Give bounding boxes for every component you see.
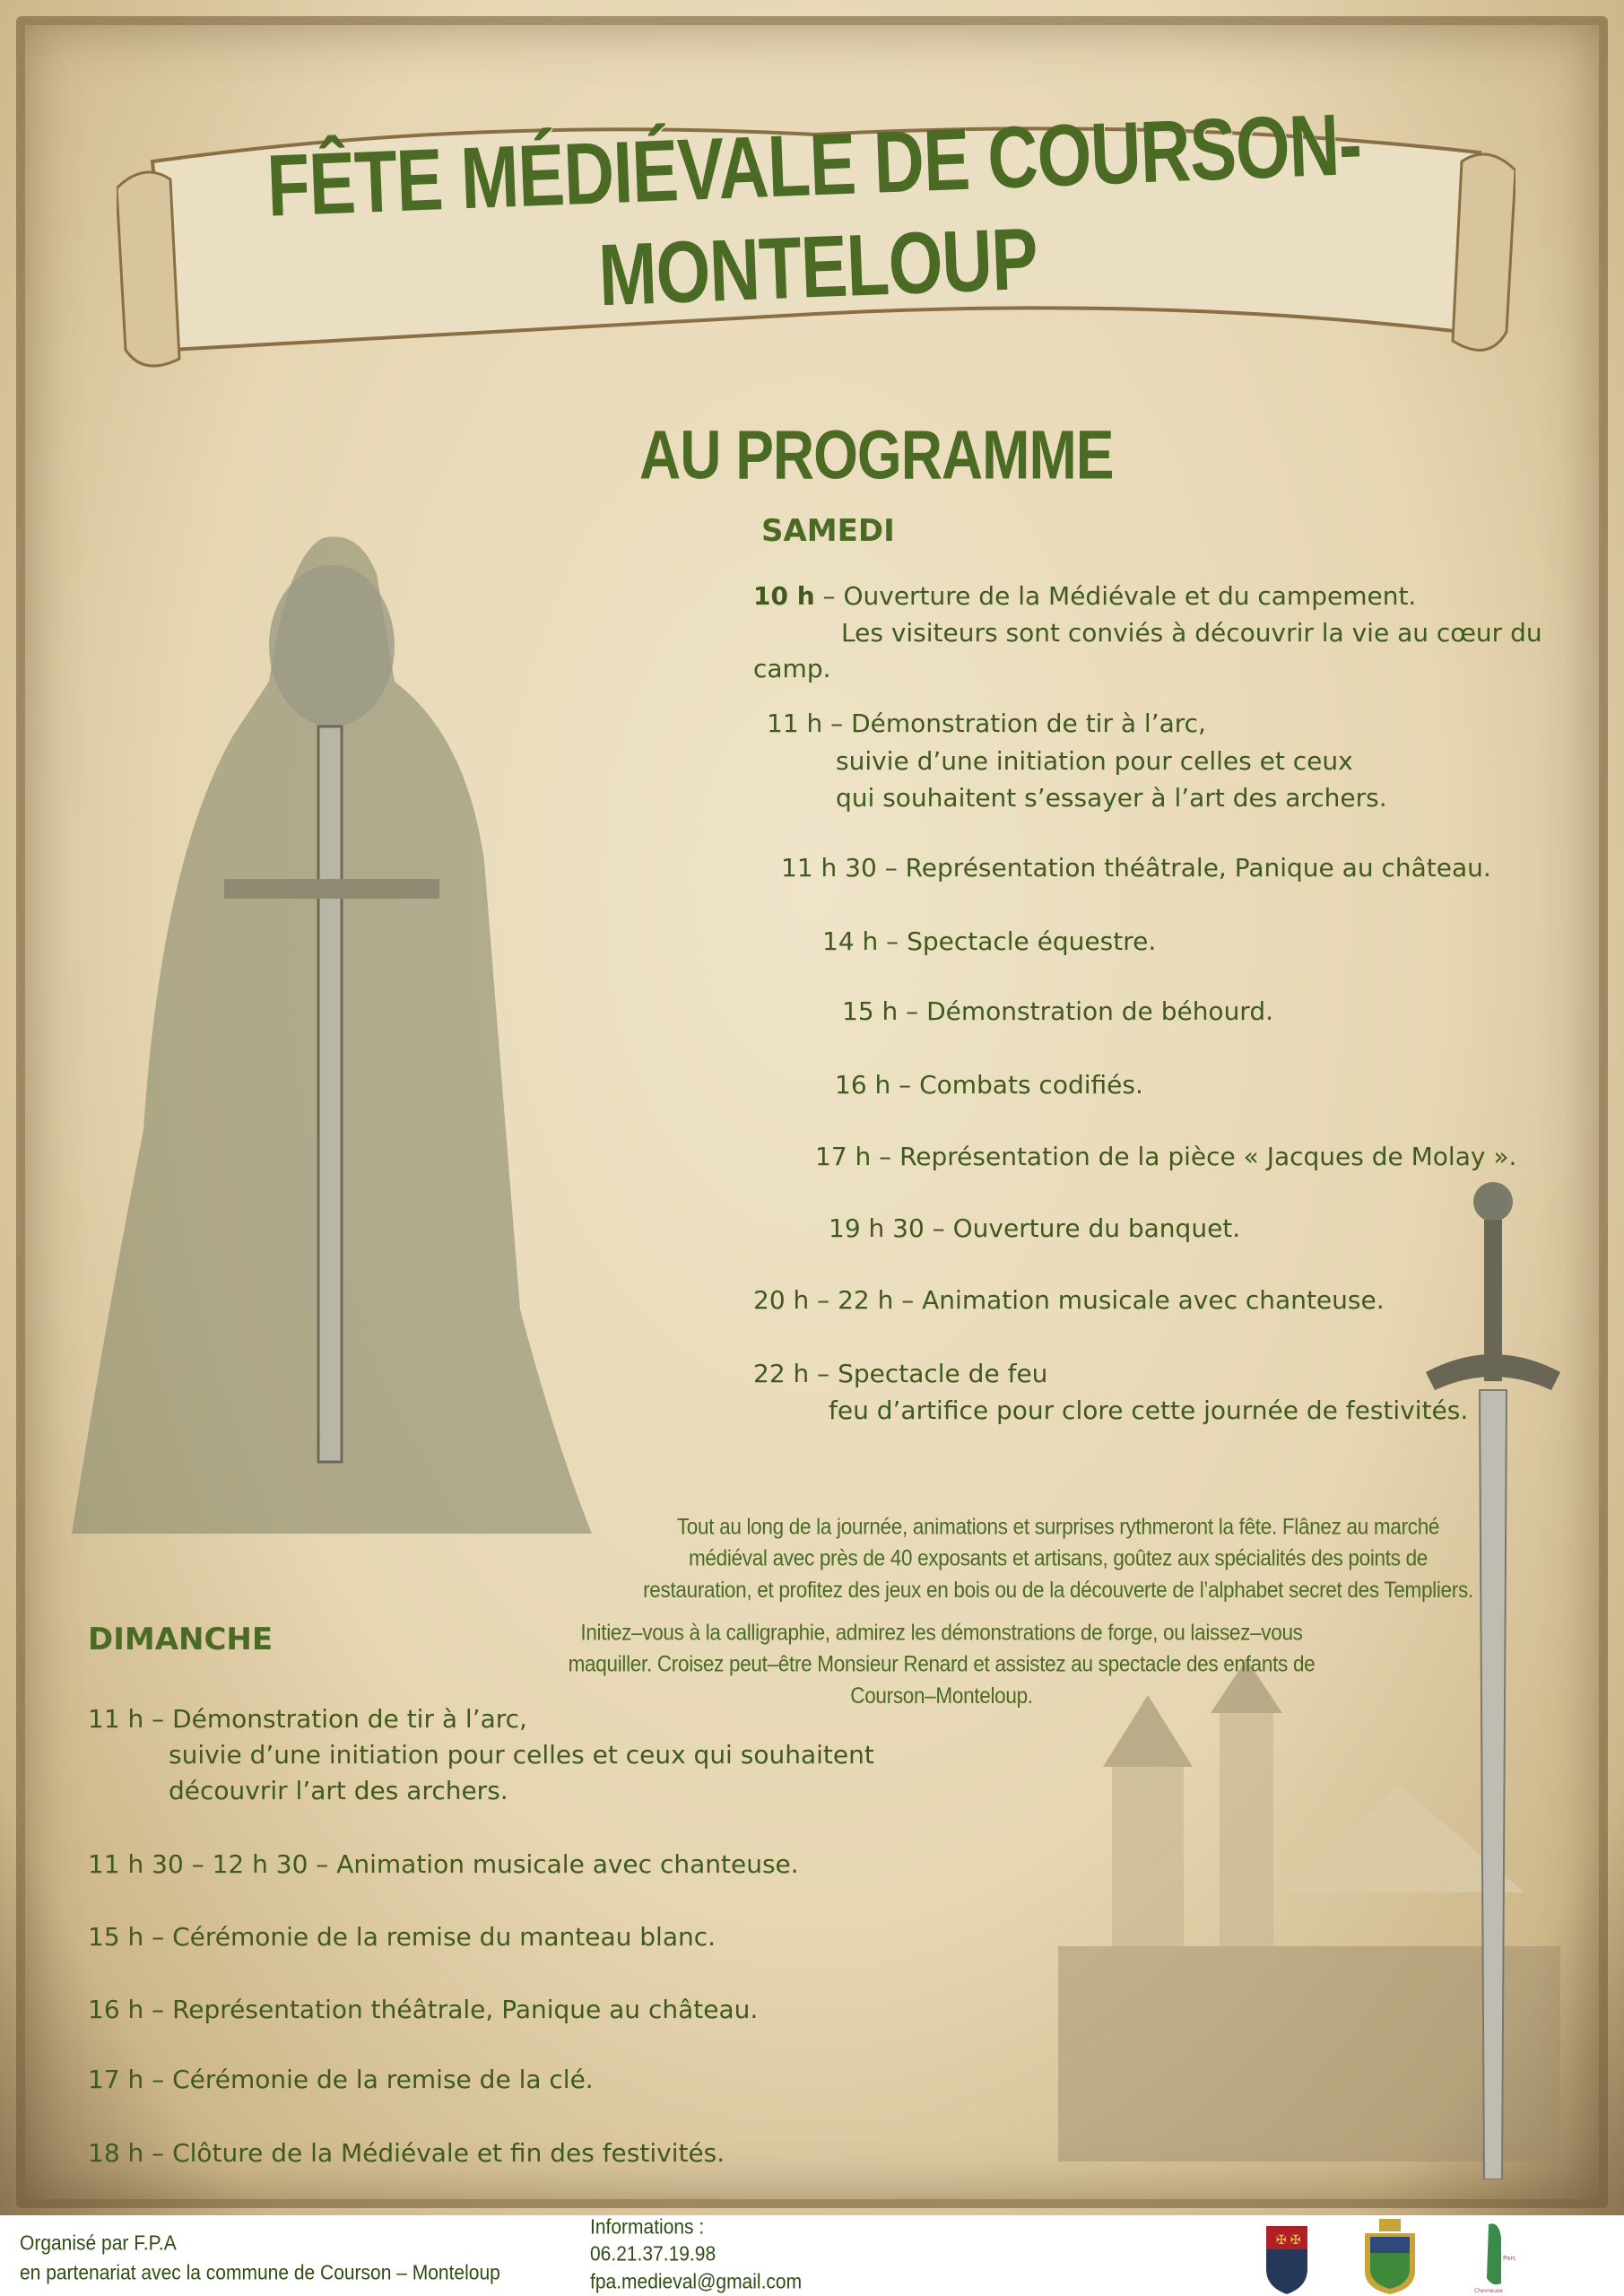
saturday-item: 14 h – Spectacle équestre. xyxy=(822,926,1157,956)
info-label: Informations : xyxy=(590,2215,705,2239)
partnership-text: en partenariat avec la commune de Courson – Monteloup xyxy=(20,2261,500,2285)
footer xyxy=(0,2215,1624,2296)
sword-illustration xyxy=(1426,1166,1560,2179)
svg-text:✠: ✠ xyxy=(1276,2233,1287,2248)
paragraph-line: restauration, et profitez des jeux en bois ou de la découverte de l’alphabet secret des Templiers. xyxy=(643,1577,1473,1603)
item-text: – Ouverture de la Médiévale et du campement. xyxy=(814,581,1417,611)
saturday-item: 15 h – Démonstration de béhourd. xyxy=(842,996,1274,1026)
phone-number: 06.21.37.19.98 xyxy=(590,2242,716,2266)
sunday-item: 16 h – Représentation théâtrale, Panique au château. xyxy=(88,1995,759,2024)
saturday-item xyxy=(753,581,1416,611)
program-heading: AU PROGRAMME xyxy=(639,415,1114,494)
saturday-item: 22 h – Spectacle de feu xyxy=(753,1359,1048,1388)
saturday-item: qui souhaitent s’essayer à l’art des archers. xyxy=(836,783,1387,813)
svg-text:Parc: Parc xyxy=(1503,2255,1516,2262)
saturday-item: 11 h 30 – Représentation théâtrale, Panique au château. xyxy=(781,853,1491,883)
saturday-item: 11 h – Démonstration de tir à l’arc, xyxy=(767,709,1206,738)
sunday-item: 11 h 30 – 12 h 30 – Animation musicale avec chanteuse. xyxy=(88,1849,799,1879)
paragraph-line: Courson–Monteloup. xyxy=(850,1683,1033,1709)
parc-naturel-logo xyxy=(1471,2221,1533,2296)
saturday-item: 20 h – 22 h – Animation musicale avec chanteuse. xyxy=(753,1285,1385,1315)
saturday-item: 17 h – Représentation de la pièce « Jacques de Molay ». xyxy=(815,1142,1517,1171)
knight-illustration xyxy=(54,502,610,1578)
email-address[interactable]: fpa.medieval@gmail.com xyxy=(590,2270,803,2294)
saturday-item: 19 h 30 – Ouverture du banquet. xyxy=(829,1213,1241,1243)
svg-text:✠: ✠ xyxy=(1290,2233,1301,2248)
sunday-item: découvrir l’art des archers. xyxy=(169,1776,508,1805)
info-paragraph xyxy=(583,1511,1533,1606)
sunday-item: 18 h – Clôture de la Médiévale et fin des festivités. xyxy=(88,2138,725,2168)
item-time: 10 h xyxy=(753,581,815,611)
templar-shield-logo xyxy=(1264,2224,1309,2296)
sunday-heading: DIMANCHE xyxy=(88,1622,274,1657)
saturday-item: camp. xyxy=(753,654,831,683)
saturday-item: Les visiteurs sont conviés à découvrir la vie au cœur du xyxy=(841,618,1542,648)
svg-text:Chevreuse: Chevreuse xyxy=(1474,2288,1503,2294)
sunday-item: suivie d’une initiation pour celles et ceux qui souhaitent xyxy=(169,1740,874,1770)
paragraph-line: Tout au long de la journée, animations et surprises rythmeront la fête. Flânez au marché xyxy=(676,1514,1440,1539)
saturday-item: 16 h – Combats codifiés. xyxy=(835,1070,1143,1100)
sunday-item: 15 h – Cérémonie de la remise du manteau blanc. xyxy=(88,1922,716,1952)
courson-monteloup-coat-of-arms xyxy=(1354,2217,1426,2296)
sunday-item: 17 h – Cérémonie de la remise de la clé. xyxy=(88,2065,594,2094)
saturday-item: suivie d’une initiation pour celles et ceux xyxy=(836,746,1353,776)
saturday-heading: SAMEDI xyxy=(761,513,895,549)
sunday-item: 11 h – Démonstration de tir à l’arc, xyxy=(88,1704,527,1734)
paragraph-line: Initiez–vous à la calligraphie, admirez les démonstrations de forge, ou laissez–vous xyxy=(580,1620,1303,1645)
event-title: FÊTE MÉDIÉVALE DE COURSON-MONTELOUP xyxy=(265,94,1363,325)
saturday-item: feu d’artifice pour clore cette journée de festivités. xyxy=(829,1396,1469,1425)
paragraph-line: médiéval avec près de 40 exposants et artisans, goûtez aux spécialités des points de xyxy=(688,1545,1429,1571)
info-paragraph xyxy=(538,1617,1345,1712)
organizer-text: Organisé par F.P.A xyxy=(20,2231,177,2256)
paragraph-line: maquiller. Croisez peut–être Monsieur Renard et assistez au spectacle des enfants de xyxy=(568,1651,1316,1677)
